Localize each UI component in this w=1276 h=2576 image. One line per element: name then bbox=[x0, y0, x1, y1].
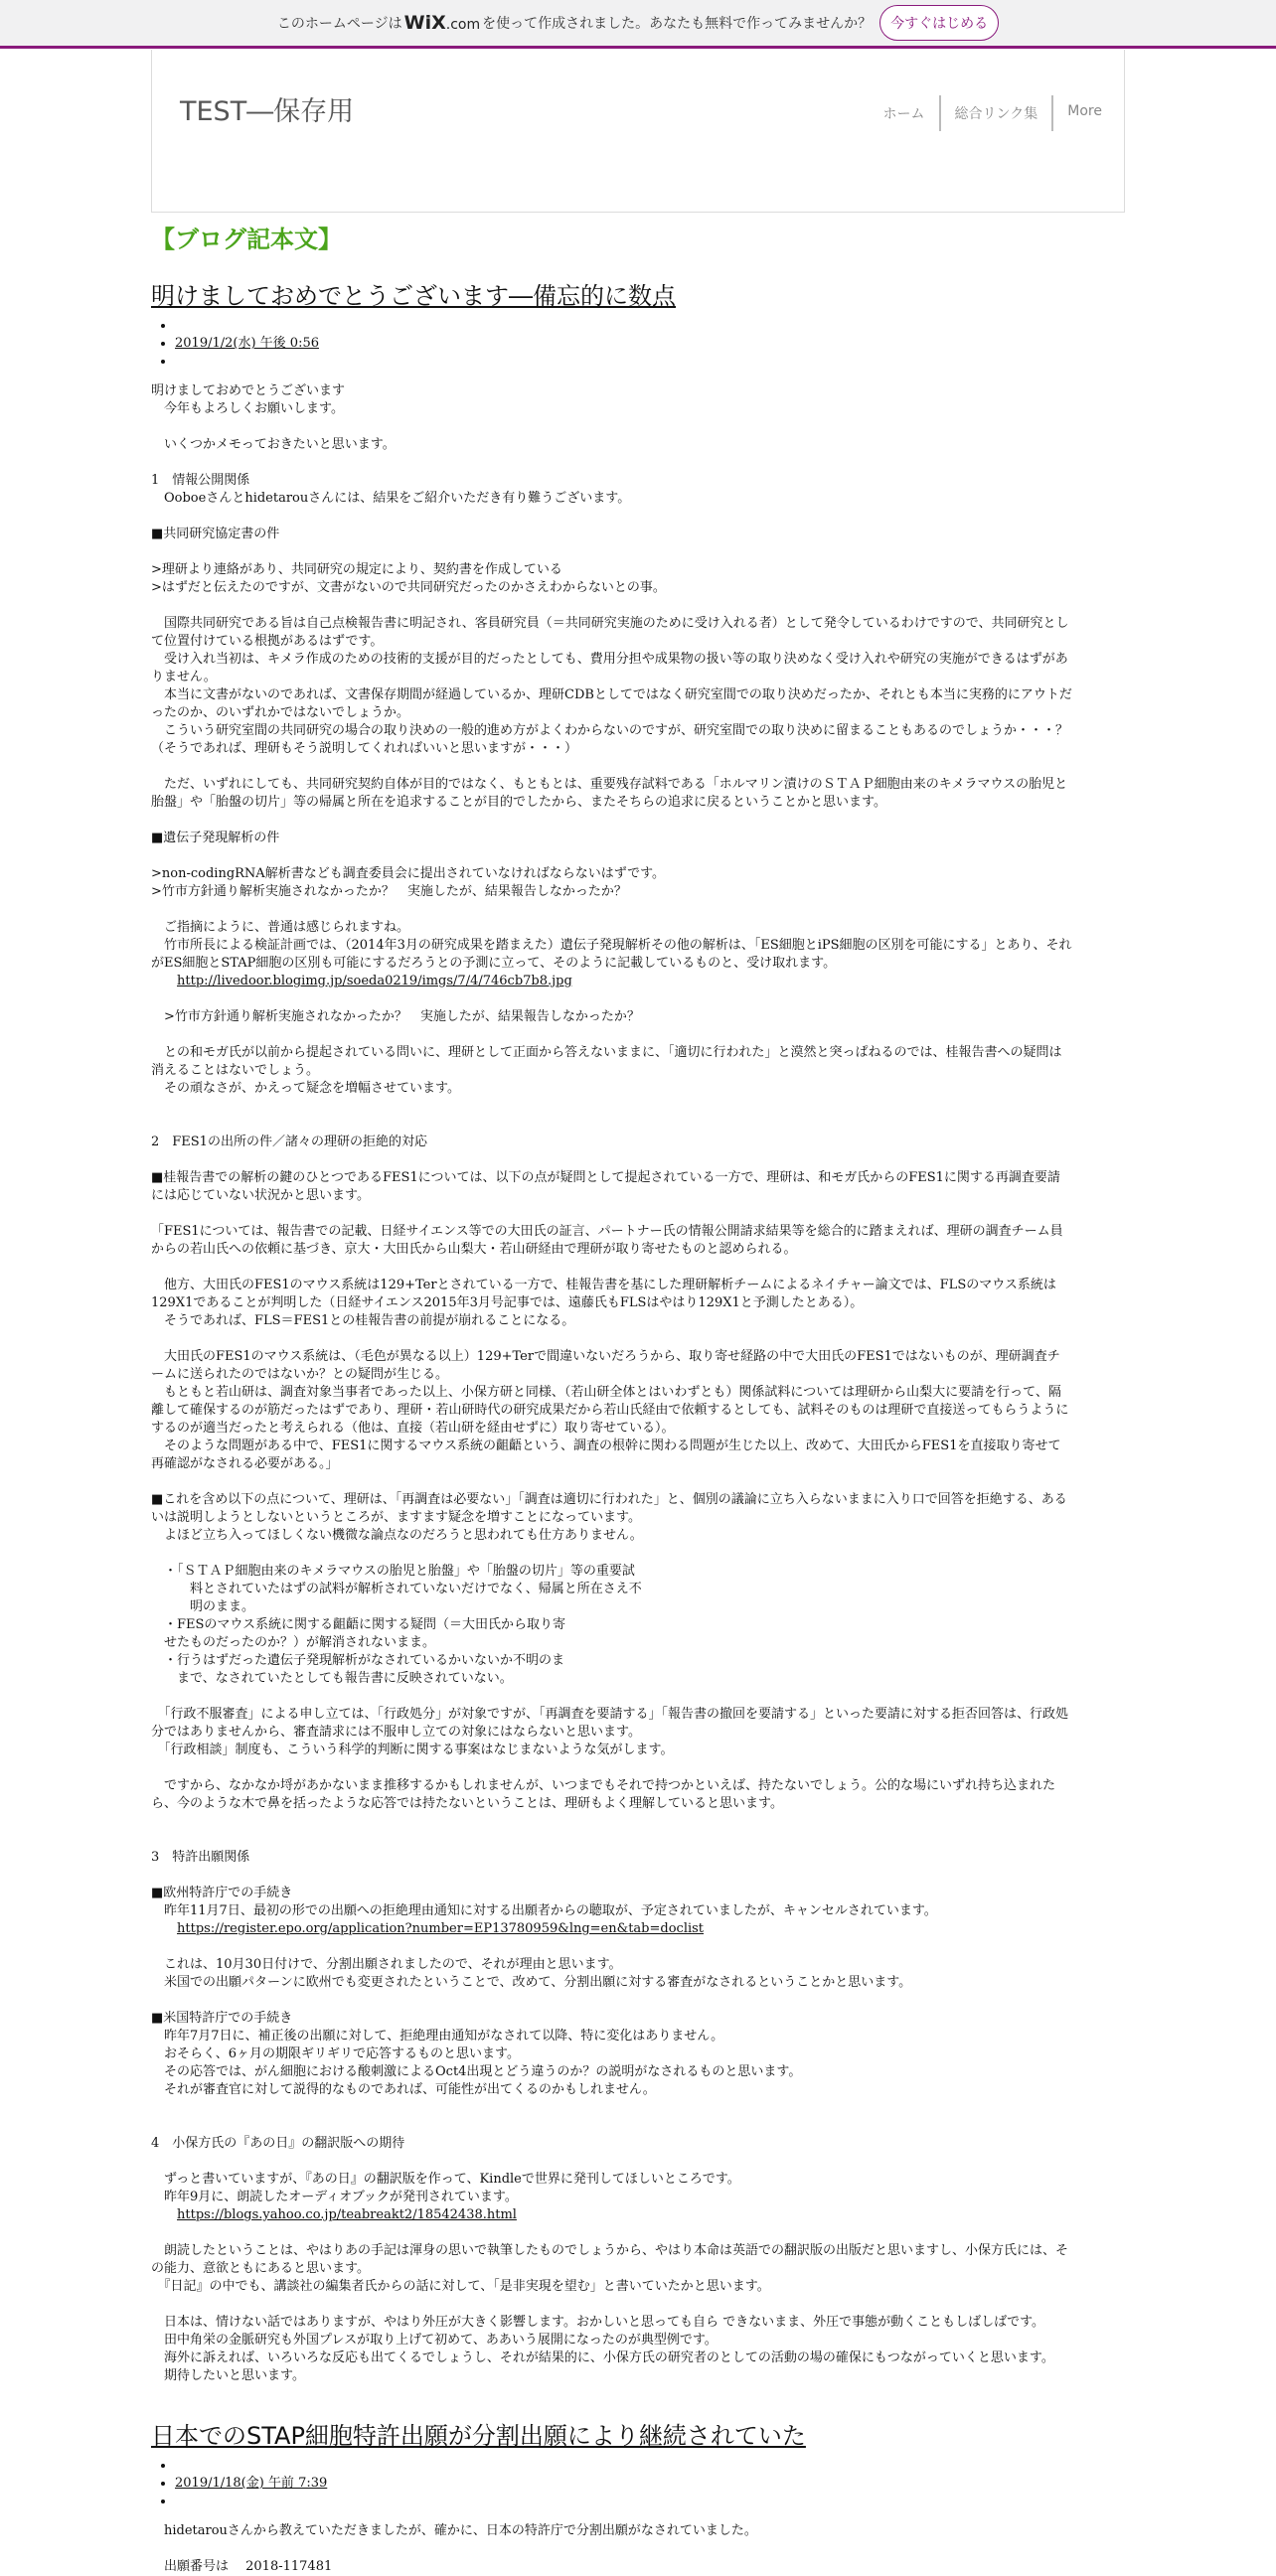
post-body-line: こういう研究室間の共同研究の場合の取り決めの一般的進め方がよくわからないのですが、研究室間での取り決めに留まることもあるのでしょうか・・・？（そうであれば、理研もそう説明してくれればいいと思いますが・・・） bbox=[151, 723, 1069, 756]
post-body-line bbox=[151, 2153, 1072, 2171]
post-body-line: との和モガ氏が以前から提起されている問いに、理研として正面から答えないままに、「適切に行われた」と漠然と突っぱねるのでは、桂報告書への疑問は消えることはないでしょう。 bbox=[151, 1045, 1062, 1078]
post-body-line: 日本は、情けない話ではありますが、やはり外圧が大きく影響します。おかしいと思っても自ら できないまま、外圧で事態が動くこともしばしばです。 bbox=[151, 2315, 1045, 2330]
post-body-line: ・FESのマウス系統に関する齟齬に関する疑問（＝大田氏から取り寄 bbox=[151, 1617, 566, 1632]
post-body-line: ですから、なかなか埒があかないまま推移するかもしれませんが、いつまでもそれで持つかといえば、持たないでしょう。公的な場にいずれ持ち込まれたら、今のような木で鼻を括ったような応答では持たないということは、理研もよく理解していると思います。 bbox=[151, 1778, 1056, 1811]
post-body-line: >non-codingRNA解析書なども調査委員会に提出されていなければならないはずです。 bbox=[151, 866, 666, 881]
post-body-line: 料とされていたはずの試料が解析されていないだけでなく、帰属と所在さえ不 bbox=[151, 1582, 642, 1596]
post-body-line: 2 FES1の出所の件／諸々の理研の拒絶的対応 bbox=[151, 1135, 427, 1149]
post-date-link[interactable]: 2019/1/2(水) 午後 0:56 bbox=[175, 336, 319, 351]
post-body-line: それが審査官に対して説得的なものであれば、可能性が出てくるのかもしれません。 bbox=[151, 2082, 656, 2097]
post-body-line: 期待したいと思います。 bbox=[151, 2368, 305, 2383]
main-content bbox=[151, 214, 1072, 2576]
post-body-link[interactable]: https://blogs.yahoo.co.jp/teabreakt2/18542438.html bbox=[177, 2207, 517, 2222]
nav-item-more[interactable]: More bbox=[1051, 95, 1116, 131]
post-body-line bbox=[151, 2296, 1072, 2314]
post-body-line bbox=[151, 1330, 1072, 1348]
post-body-line bbox=[151, 1813, 1072, 1831]
post-body-line: ■米国特許庁での手続き bbox=[151, 2011, 293, 2026]
post-body-line bbox=[151, 2117, 1072, 2135]
post-body-line: >理研より連絡があり、共同研究の規定により、契約書を作成している bbox=[151, 562, 562, 577]
post-body-line: Ooboeさんとhidetarouさんには、結果をご紹介いただき有り難うございます。 bbox=[151, 491, 631, 506]
post-body-line: 本当に文書がないのであれば、文書保存期間が経過しているか、理研CDBとしてではなく研究室間での取り決めだったか、それとも本当に実務的にアウトだったのか、のいずれかではないでしょうか。 bbox=[151, 687, 1072, 720]
meta-item bbox=[175, 353, 1072, 371]
nav-item-links[interactable]: 総合リンク集 bbox=[939, 95, 1052, 131]
post-body-line: 1 情報公開関係 bbox=[151, 473, 250, 488]
post-body-line bbox=[151, 1098, 1072, 1116]
post-body-line bbox=[151, 1473, 1072, 1491]
post-body-line: その頑なさが、かえって疑念を増幅させています。 bbox=[151, 1081, 460, 1096]
post-body-line: hidetarouさんから教えていただきましたが、確かに、日本の特許庁で分割出願がなされていました。 bbox=[151, 2523, 757, 2538]
post-body-line: そうであれば、FLS＝FES1との桂報告書の前提が崩れることになる。 bbox=[151, 1313, 575, 1328]
post-title[interactable]: 日本でのSTAP細胞特許出願が分割出願により継続されていた bbox=[151, 2422, 806, 2450]
post-body-line: もともと若山研は、調査対象当事者であった以上、小保方研と同様、（若山研全体とはいわずとも）関係試料については理研から山梨大に要請を行って、隔離して確保するのが筋だったはずであり、理研・若山研時代の研究成果だから若山氏経由で依頼するとしても、試料そのものは理研で直接送ってもらうようにするのが適当だったと考えられる（他は、直接（若山研を経由せずに）取り寄せている）。 bbox=[151, 1385, 1069, 1436]
post-body-line: 他方、大田氏のFES1のマウス系統は129+Terとされている一方で、桂報告書を基にした理研解析チームによるネイチャー論文では、FLSのマウス系統は129X1であることが判明した（日経サイエンス2015年3月号記事では、遠藤氏もFLSはやはり129X1と予測したとある）。 bbox=[151, 1278, 1056, 1310]
post-body-line: ■欧州特許庁での手続き bbox=[151, 1886, 293, 1900]
post-body bbox=[151, 2522, 1072, 2576]
post-body-line: ■遺伝子発現解析の件 bbox=[151, 831, 280, 845]
post-body-line: ずっと書いていますが、『あの日』の翻訳版を作って、Kindleで世界に発刊してほしいところです。 bbox=[151, 2172, 740, 2187]
nav-item-home[interactable]: ホーム bbox=[882, 106, 925, 122]
post-meta bbox=[151, 2457, 1072, 2510]
post-body-line bbox=[151, 973, 1072, 990]
post-body-line: 「行政不服審査」による申し立ては、「行政処分」が対象ですが、「再調査を要請する」「報告書の撤回を要請する」といった要請に対する拒否回答は、行政処分ではありませんから、審査請求には不服申し立ての対象にはならないと思います。 bbox=[151, 1707, 1069, 1740]
post-body-line: ■桂報告書での解析の鍵のひとつであるFES1については、以下の点が疑問として提起されている一方で、理研は、和モガ氏からのFES1に関する再調査要請には応じていない状況かと思います。 bbox=[151, 1170, 1060, 1203]
post-body-line bbox=[151, 1831, 1072, 1849]
post-body-line bbox=[151, 597, 1072, 615]
meta-item bbox=[175, 2457, 1072, 2475]
post-body-line: >はずだと伝えたのですが、文書がないので共同研究だったのかさえわからないとの事。 bbox=[151, 580, 666, 595]
post-date-link[interactable]: 2019/1/18(金) 午前 7:39 bbox=[175, 2476, 328, 2491]
post-body-line bbox=[151, 1116, 1072, 1134]
post-body-line: 竹市所長による検証計画では、（2014年3月の研究成果を踏まえた）遺伝子発現解析その他の解析は、「ES細胞とiPS細胞の区別を可能にする」とあり、それがES細胞とSTAP細胞の区別も可能にするだろうとの予測に立って、そのように記載しているものと、受け取れます。 bbox=[151, 938, 1072, 971]
post-body-line: いくつかメモっておきたいと思います。 bbox=[151, 437, 396, 452]
post-body-line bbox=[151, 1867, 1072, 1885]
blog-heading: 【ブログ記本文】 bbox=[151, 226, 342, 253]
post-meta bbox=[151, 317, 1072, 371]
post-body-line bbox=[151, 1259, 1072, 1277]
post-body-line: 今年もよろしくお願いします。 bbox=[151, 401, 344, 416]
post-body-line bbox=[151, 508, 1072, 526]
wix-logo-suffix: .com bbox=[445, 17, 481, 33]
post-title[interactable]: 明けましておめでとうございます―備忘的に数点 bbox=[151, 282, 676, 310]
wix-logo-text: WiX bbox=[403, 12, 446, 34]
post-body-line bbox=[151, 1151, 1072, 1169]
post-body-line bbox=[151, 1688, 1072, 1706]
site-header bbox=[151, 50, 1125, 213]
post-body-line: 『日記』の中でも、講談社の編集者氏からの話に対して、「是非実現を望む」と書いていたかと思います。 bbox=[151, 2279, 770, 2294]
start-now-button[interactable]: 今すぐはじめる bbox=[879, 5, 999, 41]
post-body-line: よほど立ち入ってほしくない機微な論点なのだろうと思われても仕方ありません。 bbox=[151, 1528, 643, 1543]
post-body-line bbox=[151, 847, 1072, 865]
wix-logo[interactable] bbox=[404, 12, 480, 34]
meta-item bbox=[175, 335, 1072, 353]
post-body-line bbox=[151, 812, 1072, 830]
post-body-line: 朗読したということは、やはりあの手記は渾身の思いで執筆したものでしょうから、やはり本命は英語での翻訳版の出版だと思いますし、小保方氏には、その能力、意欲ともにあると思います。 bbox=[151, 2243, 1069, 2276]
post-body-line bbox=[151, 2206, 1072, 2224]
post-body-line: ご指摘にように、普通は感じられますね。 bbox=[151, 920, 410, 935]
post-body-line: ・行うはずだった遺伝子発現解析がなされているかいないか不明のま bbox=[151, 1653, 565, 1668]
post-body-line: 「FES1については、報告書での記載、日経サイエンス等での大田氏の証言、パートナー氏の情報公開請求結果等を総合的に踏まえれば、理研の調査チーム員からの若山氏への依頼に基づき、京大・大田氏から山梨大・若山研経由で理研が取り寄せたものと認められる。 bbox=[151, 1224, 1063, 1257]
post-body-line bbox=[151, 1938, 1072, 1956]
post-body-line bbox=[151, 543, 1072, 561]
post-body-line bbox=[151, 1920, 1072, 1938]
post-body-line: ■これを含め以下の点について、理研は、「再調査は必要ない」「調査は適切に行われた」と、個別の議論に立ち入らないままに入り口で回答を拒絶する、あるいは説明しようとしないというところが、ますます疑念を増すことになっています。 bbox=[151, 1492, 1067, 1525]
post-body-line: おそらく、6ヶ月の期限ギリギリで応答するものと思います。 bbox=[151, 2046, 520, 2061]
post-body-line: 「行政相談」制度も、こういう科学的判断に関する事案はなじまないような気がします。 bbox=[151, 1743, 674, 1757]
blog-post bbox=[151, 2419, 1072, 2576]
post-body-line bbox=[151, 2099, 1072, 2117]
post-body-line bbox=[151, 1205, 1072, 1223]
post-body-line: 昨年9月に、朗読したオーディオブックが発刊されています。 bbox=[151, 2190, 518, 2204]
meta-item bbox=[175, 2475, 1072, 2493]
post-body-line bbox=[151, 758, 1072, 776]
blog-post bbox=[151, 279, 1072, 2385]
post-body-line: >竹市方針通り解析実施されなかったか？ 実施したが、結果報告しなかったか？ bbox=[151, 884, 627, 899]
post-body-line: 受け入れ当初は、キメラ作成のための技術的支援が目的だったとしても、費用分担や成果物の扱い等の取り決めなく受け入れや研究の実施ができるはずがありません。 bbox=[151, 652, 1068, 684]
post-body bbox=[151, 382, 1072, 2385]
post-body-line bbox=[151, 901, 1072, 919]
post-body-line: 明のまま。 bbox=[151, 1599, 255, 1614]
post-body-line: ■共同研究協定書の件 bbox=[151, 527, 280, 541]
post-body-link[interactable]: http://livedoor.blogimg.jp/soeda0219/imgs/7/4/746cb7b8.jpg bbox=[177, 974, 572, 988]
meta-item bbox=[175, 2493, 1072, 2510]
wix-banner-suffix: を使って作成されました。あなたも無料で作ってみませんか？ bbox=[482, 16, 873, 32]
post-body-line bbox=[151, 418, 1072, 436]
post-body-line bbox=[151, 454, 1072, 472]
meta-item bbox=[175, 317, 1072, 335]
post-body-line: せたものだったのか？）が解消されないまま。 bbox=[151, 1635, 436, 1650]
post-body-line: 明けましておめでとうございます bbox=[151, 383, 346, 398]
post-body-line bbox=[151, 990, 1072, 1008]
site-title[interactable]: TEST―保存用 bbox=[180, 96, 355, 127]
post-body-line bbox=[151, 1545, 1072, 1563]
post-body-line bbox=[151, 1759, 1072, 1777]
post-body-line: ただ、いずれにしても、共同研究契約自体が目的ではなく、もともとは、重要残存試料である「ホルマリン漬けのＳＴＡＰ細胞由来のキメラマウスの胎児と胎盤」や「胎盤の切片」等の帰属と所在を追求することが目的でしたから、またそちらの追求に戻るということかと思います。 bbox=[151, 777, 1068, 810]
post-body-line: 3 特許出願関係 bbox=[151, 1850, 250, 1865]
post-body-line: >竹市方針通り解析実施されなかったか？ 実施したが、結果報告しなかったか？ bbox=[151, 1009, 640, 1024]
post-body-line: 米国での出願パターンに欧州でも変更されたということで、改めて、分割出願に対する審査がなされるということかと思います。 bbox=[151, 1975, 912, 1990]
post-body-line bbox=[151, 1992, 1072, 2010]
wix-banner bbox=[0, 0, 1276, 49]
post-body-line: これは、10月30日付けで、分割出願されましたので、それが理由と思います。 bbox=[151, 1957, 622, 1972]
post-body-line: そのような問題がある中で、FES1に関するマウス系統の齟齬という、調査の根幹に関わる問題が生じた以上、改めて、大田氏からFES1を直接取り寄せて再確認がなされる必要がある。」 bbox=[151, 1439, 1061, 1471]
post-body-line: ・「ＳＴＡＰ細胞由来のキメラマウスの胎児と胎盤」や「胎盤の切片」等の重要試 bbox=[151, 1564, 635, 1579]
post-body-line: 国際共同研究である旨は自己点検報告書に明記され、客員研究員（＝共同研究実施のために受け入れる者）として発令しているわけですので、共同研究として位置付けている根拠があるはずです。 bbox=[151, 616, 1069, 649]
post-body-line: 4 小保方氏の『あの日』の翻訳版への期待 bbox=[151, 2136, 405, 2151]
post-body-line: まで、なされていたとしても報告書に反映されていない。 bbox=[151, 1671, 513, 1686]
post-body-line bbox=[151, 2540, 1072, 2558]
post-body-line: 昨年11月7日、最初の形での出願への拒絶理由通知に対する出願者からの聴取が、予定されていましたが、キャンセルされています。 bbox=[151, 1903, 937, 1918]
site-nav bbox=[870, 95, 1116, 131]
post-body-line: 出願番号は 2018-117481 bbox=[151, 2559, 333, 2574]
post-body-line: 昨年7月7日に、補正後の出願に対して、拒絶理由通知がなされて以降、特に変化はありません。 bbox=[151, 2029, 724, 2044]
post-body-line bbox=[151, 2224, 1072, 2242]
post-body-line: 田中角栄の金脈研究も外国プレスが取り上げて初めて、ああいう展開になったのが典型例です。 bbox=[151, 2333, 718, 2348]
post-body-link[interactable]: https://register.epo.org/application?number=EP13780959&lng=en&tab=doclist bbox=[177, 1921, 705, 1936]
post-body-line bbox=[151, 1026, 1072, 1044]
post-body-line: 大田氏のFES1のマウス系統は、（毛色が異なる以上）129+Terで間違いないだろうから、取り寄せ経路の中で大田氏のFES1ではないものが、理研調査チームに送られたのではないか？との疑問が生じる。 bbox=[151, 1349, 1060, 1382]
post-body-line: その応答では、がん細胞における酸刺激によるOct4出現とどう違うのか？の説明がなされるものと思います。 bbox=[151, 2064, 802, 2079]
post-body-line: 海外に訴えれば、いろいろな反応も出てくるでしょうし、それが結果的に、小保方氏の研究者のとしての活動の場の確保にもつながっていくと思います。 bbox=[151, 2350, 1054, 2365]
wix-banner-prefix: このホームページは bbox=[276, 16, 402, 32]
